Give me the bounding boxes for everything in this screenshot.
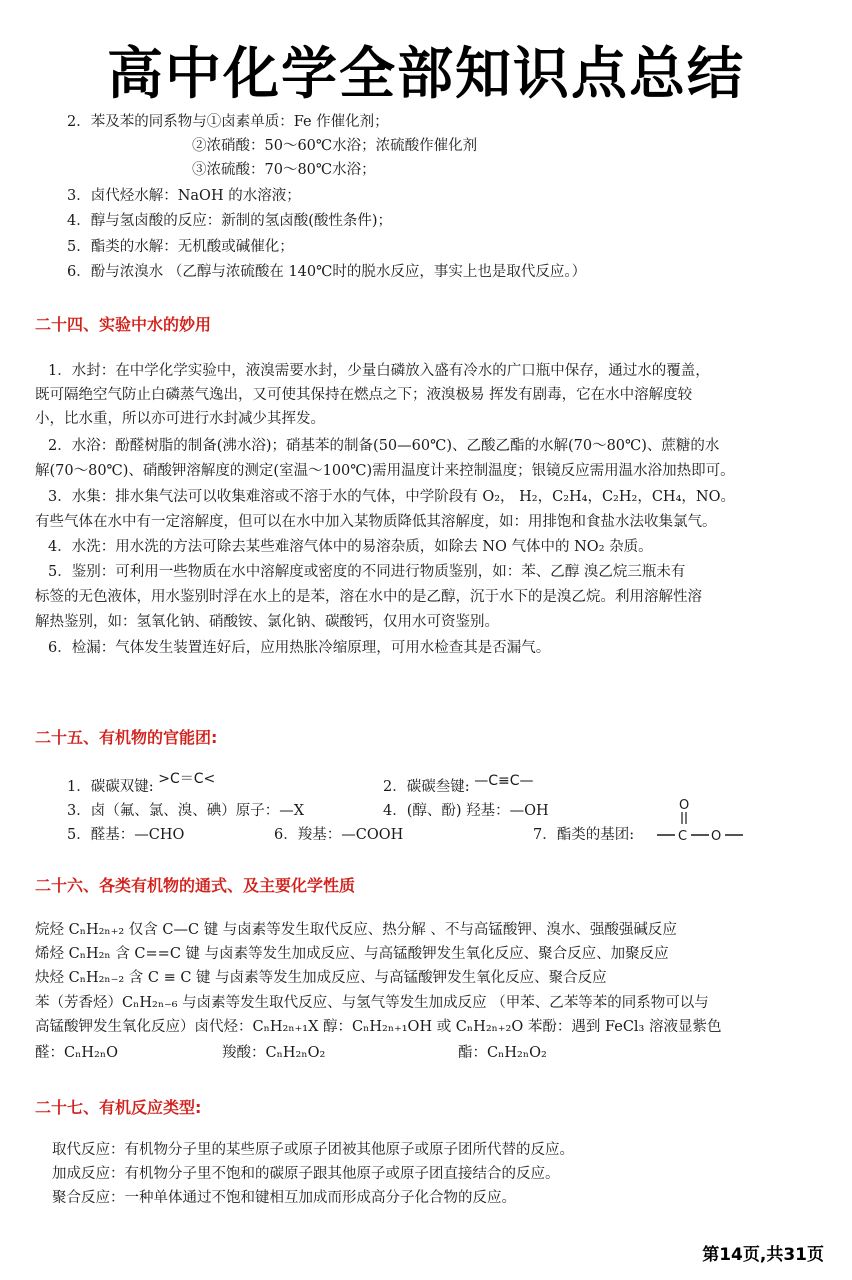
page-title: 高中化学全部知识点总结: [107, 42, 745, 107]
functional-group-halogen: 3．卤（氟、氯、溴、碘）原子：—X: [67, 803, 305, 819]
formula: >C＝C<: [158, 771, 216, 787]
label: 2．碳碳叁键:: [383, 779, 470, 795]
formula: —C≡C—: [474, 773, 534, 789]
text-line: 解(70～80℃)、硝酸钾溶解度的测定(室温～100℃)需用温度计来控制温度；银镜反应需用温水浴加热即可。: [35, 463, 735, 479]
text-line: 苯（芳香烃）CₙH₂ₙ₋₆ 与卤素等发生取代反应、与氢气等发生加成反应 （甲苯、乙苯等苯的同系物可以与: [35, 995, 709, 1011]
text-line: 小，比水重，所以亦可进行水封减少其挥发。: [35, 411, 325, 427]
text-line: 5．鉴别：可利用一些物质在水中溶解度或密度的不同进行物质鉴别，如：苯、乙醇 溴乙烷三瓶未有: [48, 564, 686, 580]
section-heading: 二十七、有机反应类型:: [35, 1098, 202, 1117]
aldehyde-formula: 醛：CₙH₂ₙO: [35, 1045, 118, 1061]
ester-formula: 酯：CₙH₂ₙO₂: [458, 1045, 547, 1061]
text-line: 有些气体在水中有一定溶解度，但可以在水中加入某物质降低其溶解度，如：用排饱和食盐水法收集氯气。: [35, 514, 717, 530]
text-line: 高锰酸钾发生氧化反应）卤代烃：CₙH₂ₙ₊₁X 醇：CₙH₂ₙ₊₁OH 或 CₙH₂ₙ₊₂O 苯酚：遇到 FeCl₃ 溶液显紫色: [35, 1019, 722, 1035]
text-line: 烷烃 CₙH₂ₙ₊₂ 仅含 C—C 键 与卤素等发生取代反应、热分解 、不与高锰酸钾、溴水、强酸强碱反应: [35, 922, 677, 938]
text-line: 3．卤代烃水解：NaOH 的水溶液；: [67, 188, 301, 204]
text-line: 2．水浴：酚醛树脂的制备(沸水浴)；硝基苯的制备(50—60℃)、乙酸乙酯的水解(70～80℃)、蔗糖的水: [48, 438, 720, 454]
text-line: 3．水集：排水集气法可以收集难溶或不溶于水的气体，中学阶段有 O₂， H₂，C₂H₄，C₂H₂，CH₄，NO。: [48, 489, 735, 505]
functional-group-aldehyde: 5．醛基：—CHO: [67, 827, 185, 843]
functional-group-carboxyl: 6．羧基：—COOH: [274, 827, 404, 843]
text-line: 解热鉴别，如：氢氧化钠、硝酸铵、氯化钠、碳酸钙，仅用水可资鉴别。: [35, 614, 499, 630]
label: 1．碳碳双键:: [67, 779, 154, 795]
ester-carbonyl-oxygen: O: [679, 798, 690, 813]
functional-group-ester-label: 7．酯类的基团:: [533, 827, 635, 843]
text-line: 4．水洗：用水洗的方法可除去某些难溶气体中的易溶杂质，如除去 NO 气体中的 NO₂ 杂质。: [48, 539, 653, 555]
text-line: 炔烃 CₙH₂ₙ₋₂ 含 C ≡ C 键 与卤素等发生加成反应、与高锰酸钾发生氧化反应、聚合反应: [35, 970, 607, 986]
ester-group-structure: [655, 797, 775, 845]
functional-group-double-bond: [67, 771, 216, 797]
text-line: 聚合反应：一种单体通过不饱和键相互加成而形成高分子化合物的反应。: [52, 1190, 516, 1206]
section-heading: 二十五、有机物的官能团:: [35, 728, 218, 747]
text-line: 4．醇与氢卤酸的反应：新制的氢卤酸(酸性条件)；: [67, 213, 393, 229]
text-line: 5．酯类的水解：无机酸或碱催化；: [67, 239, 294, 255]
text-line: 标签的无色液体，用水鉴别时浮在水上的是苯，溶在水中的是乙醇，沉于水下的是溴乙烷。利用溶解性溶: [35, 589, 702, 605]
text-line: 烯烃 CₙH₂ₙ 含 C==C 键 与卤素等发生加成反应、与高锰酸钾发生氧化反应、聚合反应、加聚反应: [35, 946, 669, 962]
ester-carbon: C: [678, 829, 688, 844]
text-line: 取代反应：有机物分子里的某些原子或原子团被其他原子或原子团所代替的反应。: [52, 1142, 574, 1158]
text-line: ③浓硫酸：70～80℃水浴；: [192, 162, 376, 178]
functional-group-hydroxyl: 4．(醇、酚) 羟基：—OH: [383, 803, 549, 819]
text-line: 1．水封：在中学化学实验中，液溴需要水封，少量白磷放入盛有冷水的广口瓶中保存，通过水的覆盖，: [48, 363, 710, 379]
text-line: 6．酚与浓溴水 （乙醇与浓硫酸在 140℃时的脱水反应，事实上也是取代反应。）: [67, 264, 587, 280]
carboxylic-acid-formula: 羧酸：CₙH₂ₙO₂: [222, 1045, 326, 1061]
page-number: 第14页,共31页: [702, 1245, 824, 1265]
functional-group-triple-bond: [383, 773, 534, 797]
text-line: ②浓硝酸：50～60℃水浴；浓硫酸作催化剂: [192, 138, 478, 154]
text-line: 6．检漏：气体发生装置连好后，应用热胀冷缩原理，可用水检查其是否漏气。: [48, 640, 551, 656]
section-heading: 二十四、实验中水的妙用: [35, 315, 212, 334]
text-line: 2．苯及苯的同系物与①卤素单质：Fe 作催化剂；: [67, 114, 389, 130]
text-line: 既可隔绝空气防止白磷蒸气逸出，又可使其保持在燃点之下；液溴极易 挥发有剧毒，它在水中溶解度较: [35, 387, 693, 403]
ester-oxygen: O: [711, 829, 722, 844]
text-line: 加成反应：有机物分子里不饱和的碳原子跟其他原子或原子团直接结合的反应。: [52, 1166, 560, 1182]
section-heading: 二十六、各类有机物的通式、及主要化学性质: [35, 876, 356, 895]
